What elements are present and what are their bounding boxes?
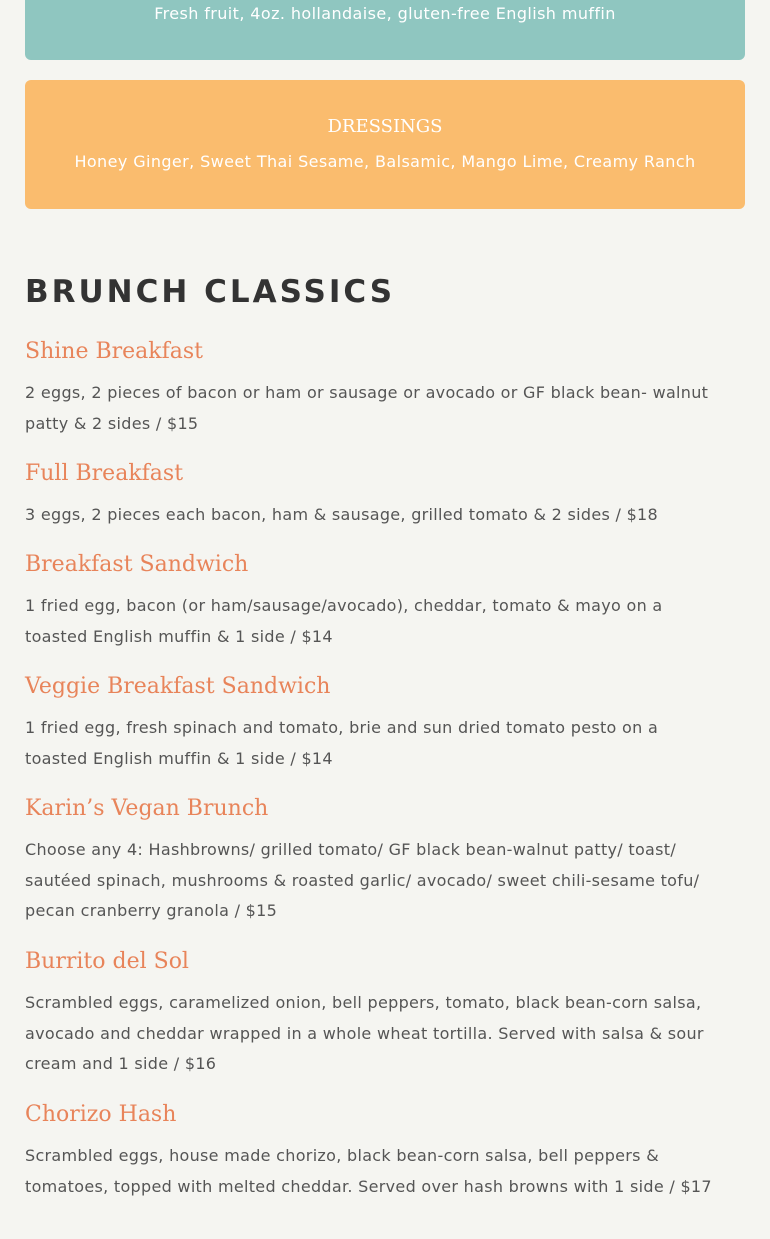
menu-item-name: Karin’s Vegan Brunch: [25, 796, 269, 821]
menu-item-description: 3 eggs, 2 pieces each bacon, ham & sausage, grilled tomato & 2 sides / $18: [25, 505, 659, 524]
menu-item-description: 2 eggs, 2 pieces of bacon or ham or sausage or avocado or GF black bean- walnut patty & 2 sides / $15: [25, 383, 709, 433]
menu-item-description: 1 fried egg, fresh spinach and tomato, brie and sun dried tomato pesto on a toasted English muffin & 1 side / $14: [25, 718, 659, 768]
menu-item-description: Scrambled eggs, house made chorizo, black bean-corn salsa, bell peppers & tomatoes, topped with melted cheddar. Served over hash browns with 1 side / $17: [25, 1146, 712, 1196]
menu-item-name: Breakfast Sandwich: [25, 552, 249, 577]
menu-item-name: Shine Breakfast: [25, 339, 203, 364]
menu-item-description: 1 fried egg, bacon (or ham/sausage/avocado), cheddar, tomato & mayo on a toasted English muffin & 1 side / $14: [25, 596, 663, 646]
menu-item-name: Burrito del Sol: [25, 949, 189, 974]
dressings-title: DRESSINGS: [327, 116, 443, 137]
menu-item-name: Chorizo Hash: [25, 1102, 177, 1127]
dressings-card: [25, 80, 745, 209]
menu-item-description: Choose any 4: Hashbrowns/ grilled tomato/ GF black bean-walnut patty/ toast/ sautéed spinach, mushrooms & roasted garlic/ avocado/ sweet chili-sesame tofu/ pecan cranberry granola / $15: [25, 840, 700, 921]
menu-item-name: Veggie Breakfast Sandwich: [25, 674, 331, 699]
menu-item-name: Full Breakfast: [25, 461, 184, 486]
menu-item-description: Scrambled eggs, caramelized onion, bell peppers, tomato, black bean-corn salsa, avocado and cheddar wrapped in a whole wheat tortilla. Served with salsa & sour cream and 1 side / $16: [25, 993, 704, 1074]
section-title: BRUNCH CLASSICS: [25, 274, 396, 310]
eggs-benedict-card: [25, 0, 745, 60]
eggs-benedict-description: Fresh fruit, 4oz. hollandaise, gluten-free English muffin: [154, 4, 616, 23]
dressings-description: Honey Ginger, Sweet Thai Sesame, Balsamic, Mango Lime, Creamy Ranch: [74, 152, 696, 171]
